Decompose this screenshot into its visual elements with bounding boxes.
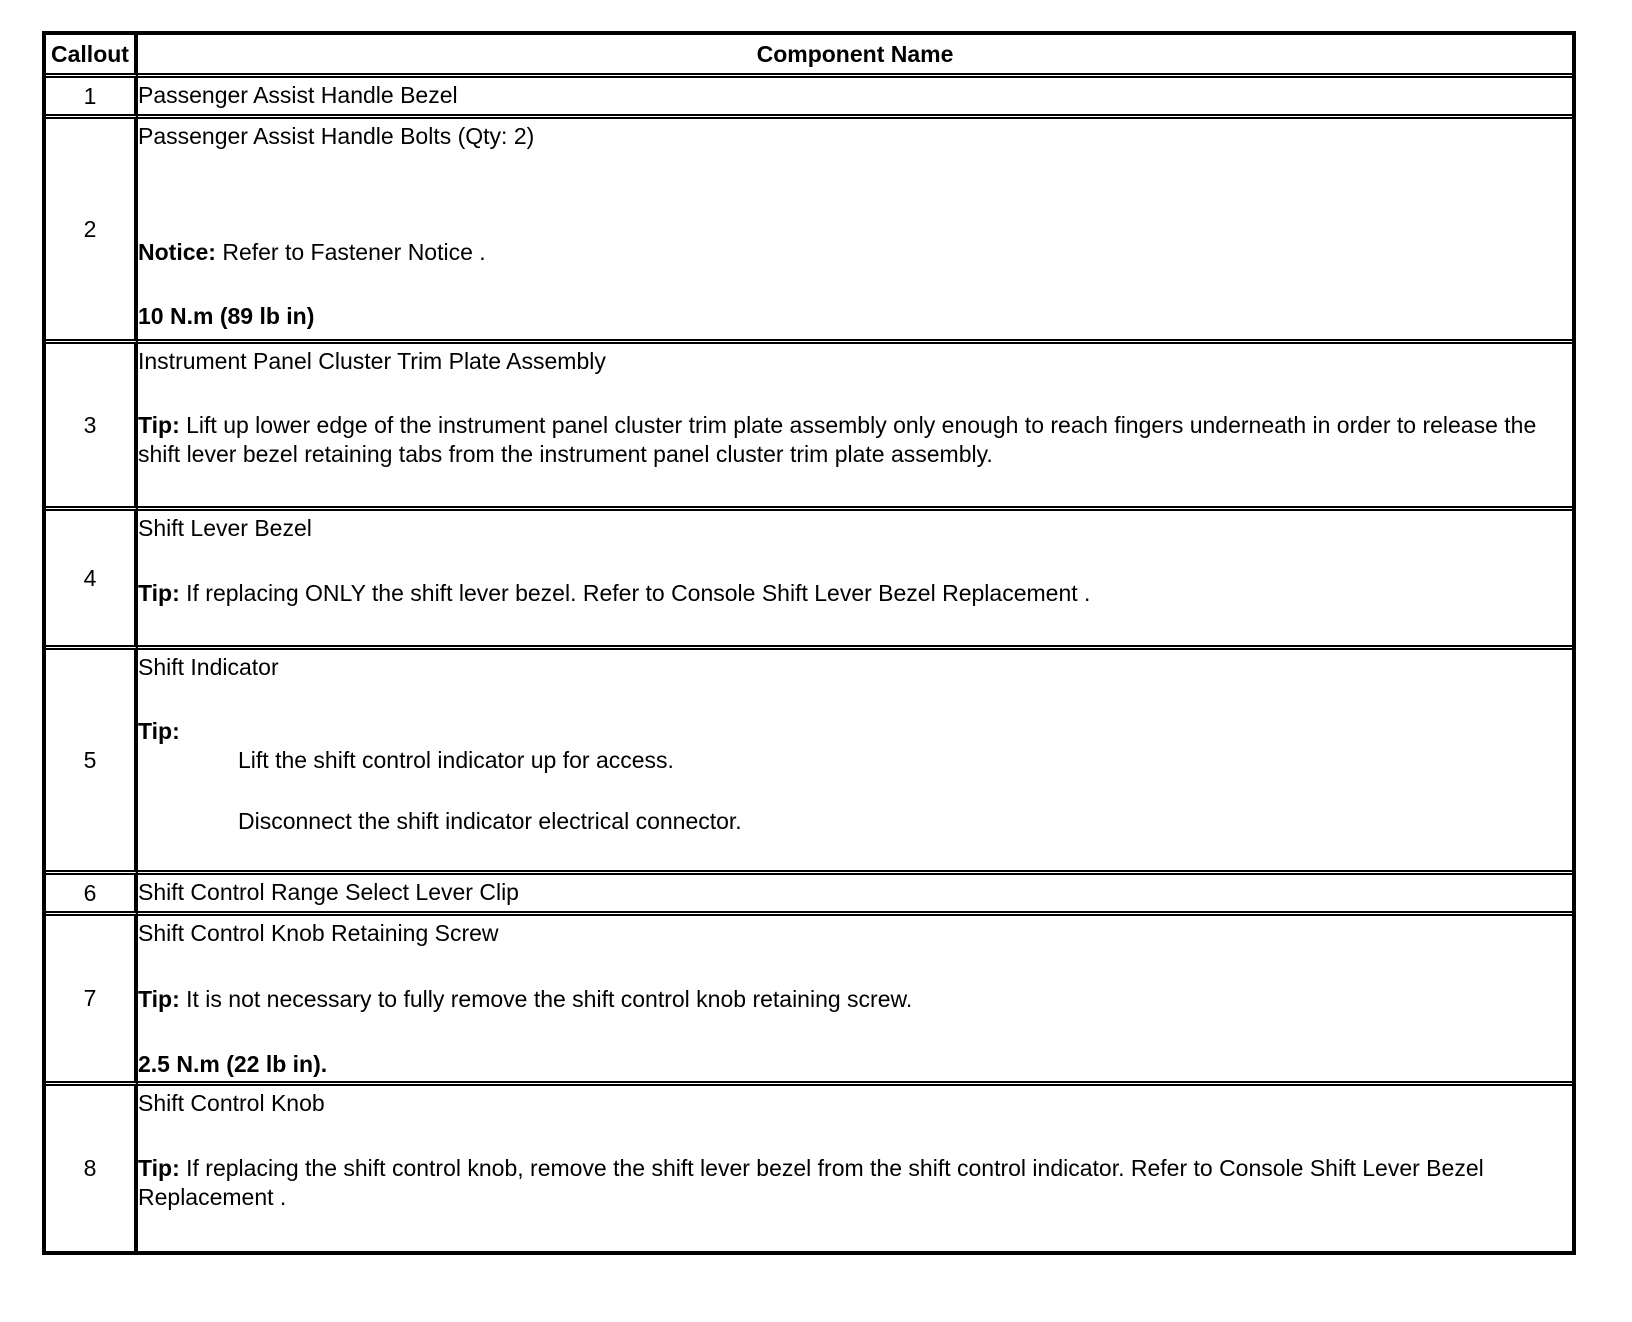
component-name: Passenger Assist Handle Bezel	[138, 82, 458, 108]
component-name: Shift Control Knob	[138, 1090, 325, 1116]
component-cell	[138, 506, 1572, 645]
callout-number: 1	[46, 73, 138, 114]
tip-line	[138, 411, 1572, 469]
component-name: Shift Control Knob Retaining Screw	[138, 920, 499, 946]
tip-label: Tip:	[138, 580, 180, 606]
torque-spec: 10 N.m (89 lb in)	[138, 303, 315, 329]
callout-number: 8	[46, 1081, 138, 1251]
component-cell	[138, 339, 1572, 506]
component-cell	[138, 114, 1572, 339]
callout-number: 3	[46, 339, 138, 506]
tip-text: If replacing ONLY the shift lever bezel. Refer to Console Shift Lever Bezel Replacement .	[179, 580, 1091, 606]
tip-label: Tip:	[138, 986, 180, 1012]
component-name: Instrument Panel Cluster Trim Plate Assembly	[138, 348, 606, 374]
callout-number: 2	[46, 114, 138, 339]
header-row	[46, 35, 1572, 73]
header-callout: Callout	[46, 35, 138, 73]
table-row	[46, 1081, 1572, 1251]
tip-line	[138, 1154, 1572, 1212]
component-cell	[138, 1081, 1572, 1251]
callout-number: 5	[46, 645, 138, 870]
header-component-name: Component Name	[756, 40, 954, 67]
tip-text: It is not necessary to fully remove the shift control knob retaining screw.	[179, 986, 913, 1012]
tip-label: Tip:	[138, 412, 180, 438]
tip-line	[138, 579, 1572, 608]
table-row	[46, 911, 1572, 1081]
tip-line	[138, 985, 1572, 1014]
component-cell	[138, 911, 1572, 1081]
table-row	[46, 339, 1572, 506]
callout-number: 4	[46, 506, 138, 645]
component-name: Passenger Assist Handle Bolts (Qty: 2)	[138, 123, 535, 149]
component-table	[42, 31, 1576, 1255]
callout-number: 6	[46, 870, 138, 911]
component-name: Shift Lever Bezel	[138, 515, 312, 541]
notice-line	[138, 238, 1572, 267]
component-cell	[138, 73, 1572, 114]
table-row	[46, 73, 1572, 114]
table-row	[46, 506, 1572, 645]
component-name: Shift Indicator	[138, 654, 279, 680]
table-row	[46, 645, 1572, 870]
tip-text: Lift up lower edge of the instrument panel cluster trim plate assembly only enough to reach fingers underneath in order to release the shift lever bezel retaining tabs from the instrument panel cluster trim plate assembly.	[138, 412, 1537, 467]
tip-label: Tip:	[138, 1155, 180, 1181]
callout-number: 7	[46, 911, 138, 1081]
component-cell	[138, 645, 1572, 870]
notice-text: Refer to Fastener Notice .	[215, 239, 486, 265]
notice-label: Notice:	[138, 239, 216, 265]
tip-label: Tip:	[138, 718, 180, 744]
tip-step: Lift the shift control indicator up for access.	[238, 747, 674, 773]
tip-text: If replacing the shift control knob, remove the shift lever bezel from the shift control indicator. Refer to Console Shift Lever Bezel Replacement .	[138, 1155, 1484, 1210]
table-row	[46, 870, 1572, 911]
table-row	[46, 114, 1572, 339]
torque-spec: 2.5 N.m (22 lb in).	[138, 1051, 328, 1077]
component-cell	[138, 870, 1572, 911]
tip-step: Disconnect the shift indicator electrical connector.	[238, 808, 742, 834]
component-name: Shift Control Range Select Lever Clip	[138, 879, 519, 905]
